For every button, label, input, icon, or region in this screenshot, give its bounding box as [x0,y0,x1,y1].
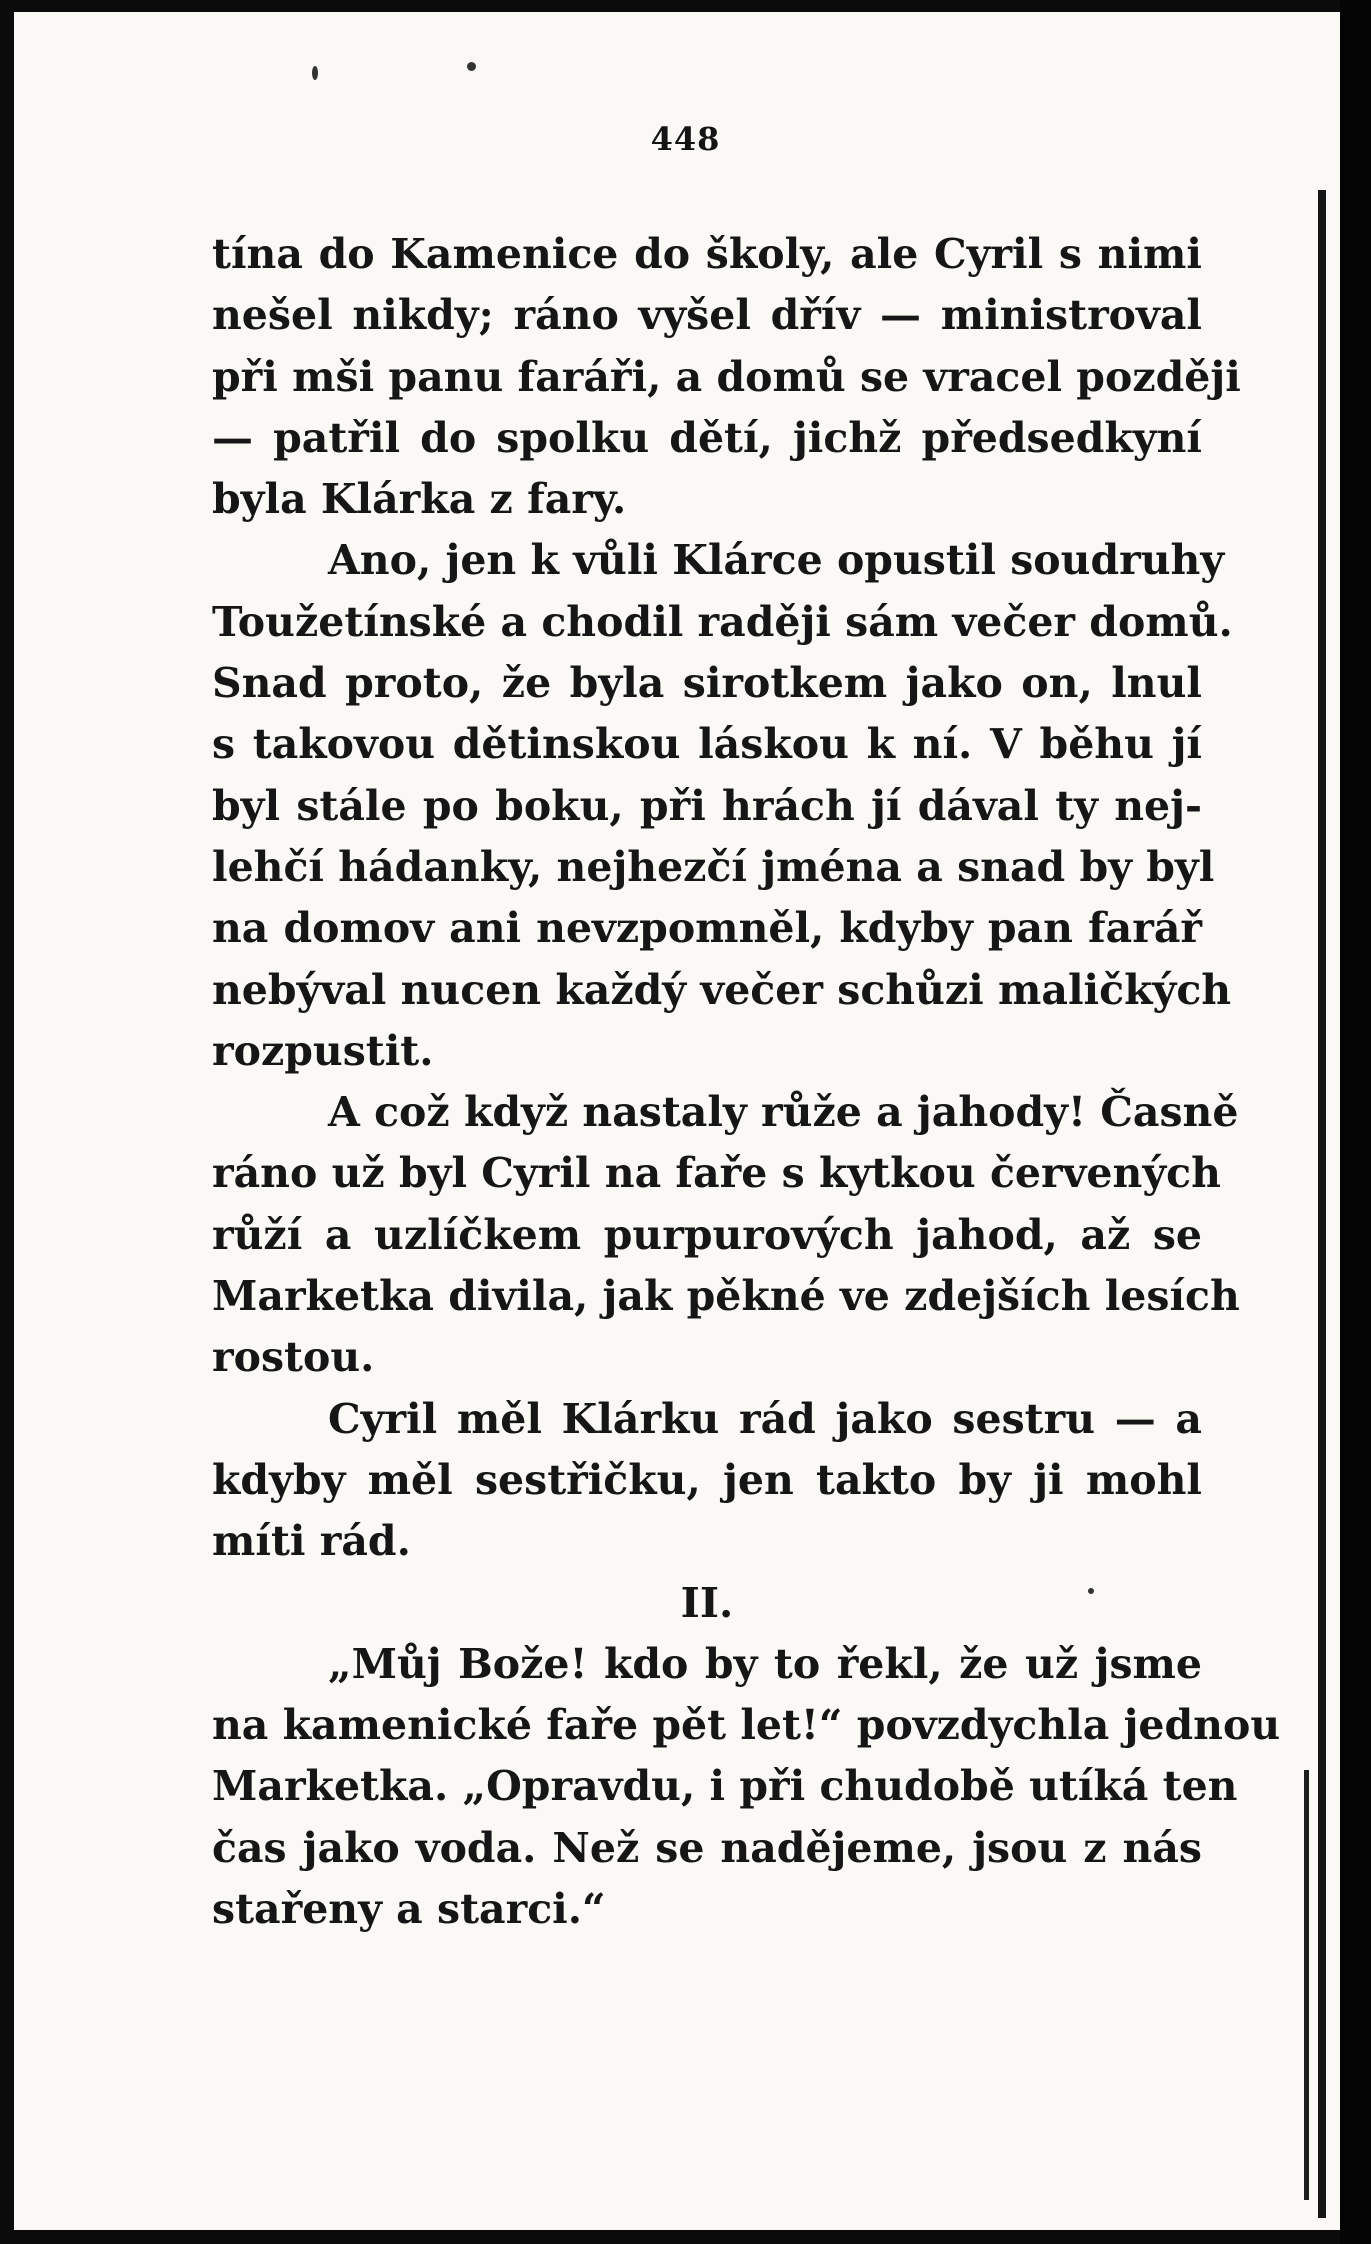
text-line: lehčí hádanky, nejhezčí jména a snad by byl [212,842,1215,891]
page-fore-edge [1318,190,1326,2218]
text-line: Snad proto, že byla sirotkem jako on, lnul [212,659,1202,708]
text-line: čas jako voda. Než se nadějeme, jsou z nás [212,1823,1202,1872]
text-line: rozpustit. [212,1026,434,1075]
text-line: Marketka. „Opravdu, i při chudobě utíká ten [212,1762,1238,1811]
text-line: rostou. [212,1333,375,1382]
text-line: nešel nikdy; ráno vyšel dřív — ministroval [212,291,1202,340]
text-line: Toužetínské a chodil raději sám večer domů. [212,597,1233,646]
text-line: s takovou dětinskou láskou k ní. V běhu jí [212,720,1202,769]
ink-speck [467,62,476,71]
text-line: míti rád. [212,1517,411,1566]
page-border-right [1340,0,1371,2244]
text-line: tína do Kamenice do školy, ale Cyril s nimi [212,230,1202,278]
text-line: při mši panu faráři, a domů se vracel později [212,352,1241,401]
text-line: — patřil do spolku dětí, jichž předsedkyní [212,413,1202,462]
page-fore-edge-inner [1304,1770,1309,2200]
text-line: Cyril měl Klárku rád jako sestru — a [328,1394,1202,1443]
text-line: Ano, jen k vůli Klárce opustil soudruhy [328,536,1225,585]
paragraphs-after-heading [212,1634,1281,1940]
text-line: „Můj Bože! kdo by to řekl, že už jsme [328,1639,1202,1688]
text-line: stařeny a starci.“ [212,1885,606,1934]
text-line: na domov ani nevzpomněl, kdyby pan farář [212,904,1202,953]
text-line: nebýval nucen každý večer schůzi maličkých [212,965,1232,1014]
section-heading: II. [680,1578,734,1627]
text-line: byl stále po boku, při hrách jí dával ty nej- [212,781,1202,830]
text-line: kdyby měl sestřičku, jen takto by ji mohl [212,1455,1202,1504]
body-text [212,224,1281,1940]
paragraphs-before-heading [212,224,1241,1573]
page-number: 448 [650,120,721,158]
text-line: na kamenické faře pět let!“ povzdychla jednou [212,1701,1281,1750]
text-line: růží a uzlíčkem purpurových jahod, až se [212,1210,1202,1259]
text-line: Marketka divila, jak pěkné ve zdejších lesích [212,1272,1240,1321]
text-line: A což když nastaly růže a jahody! Časně [328,1088,1239,1137]
text-line: ráno už byl Cyril na faře s kytkou červených [212,1149,1221,1198]
text-line: byla Klárka z fary. [212,475,627,524]
ink-speck [312,66,318,80]
